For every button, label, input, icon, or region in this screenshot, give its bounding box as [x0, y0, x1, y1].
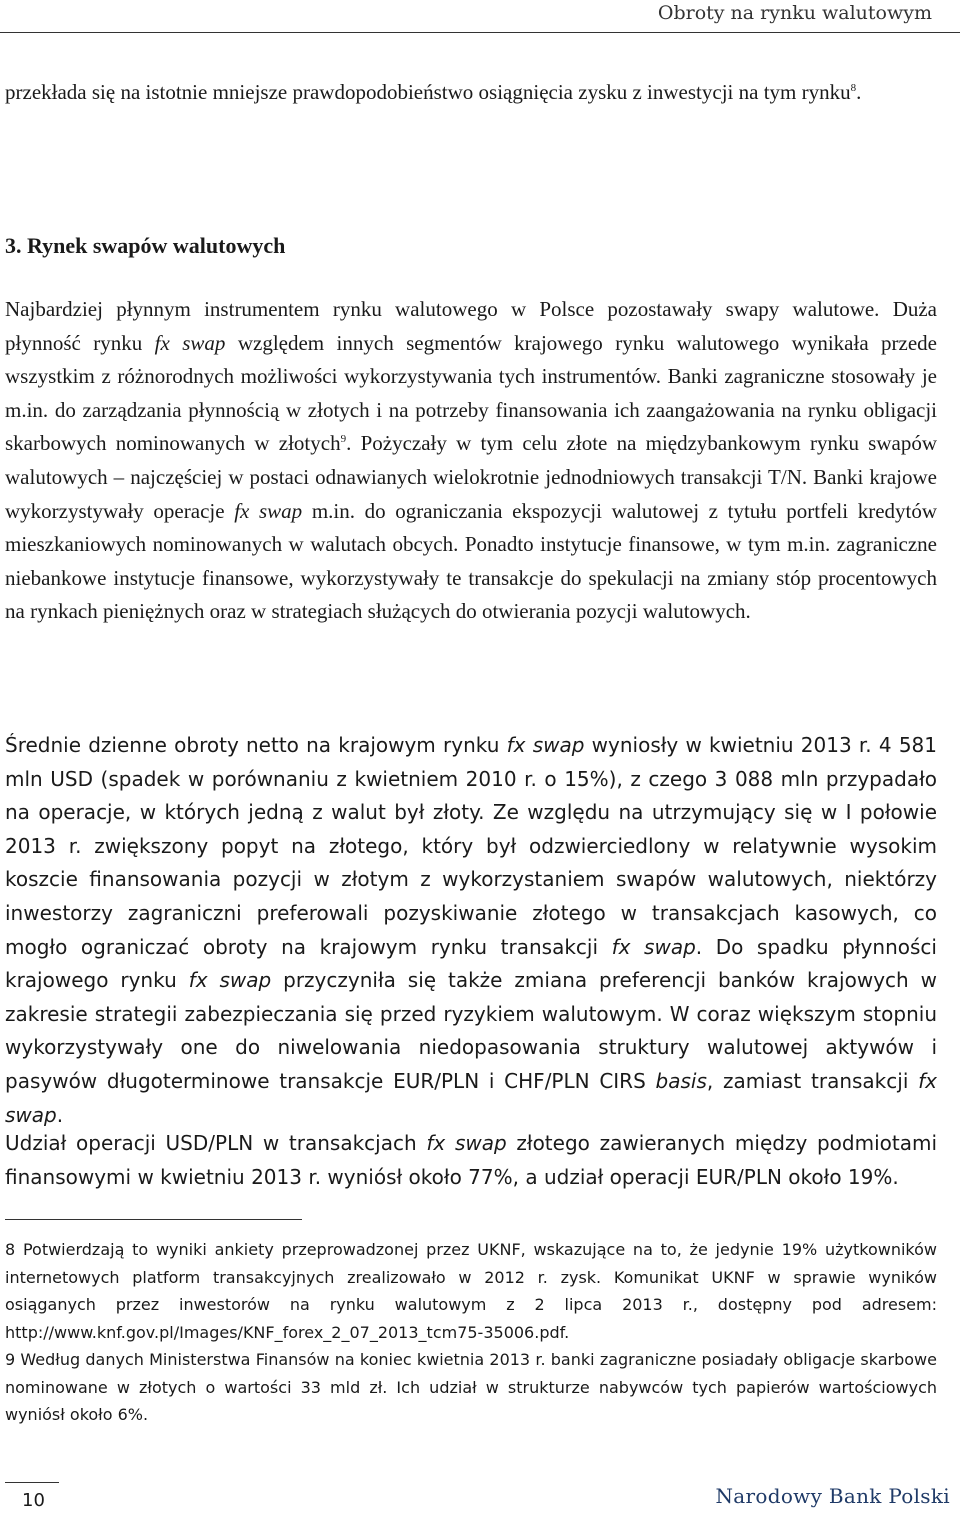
share-paragraph: [5, 1127, 937, 1194]
page-number-rule: [5, 1482, 59, 1483]
daily-text-2: wyniosły w kwietniu 2013 r. 4 581 mln USD (spadek w porównaniu z kwietniem 2010 r. o 15%), z czego 3 088 mln przypadało na operacje, w których jedną z walut był złoty. Ze względu na utrzymujący się w I połowie 2013 r. zwiększony popyt na złotego, który był odzwierciedlony w relatywnie wysokim koszcie finansowania pozycji w złotym z wykorzystaniem swapów walutowych, niektórzy inwestorzy zagraniczni preferowali pozyskiwanie złotego w transakcjach kasowych, co mogło ograniczać obroty na krajowym rynku transakcji: [5, 733, 937, 959]
page-number: 10: [22, 1490, 45, 1511]
footnote-8: [5, 1236, 937, 1346]
footnote-marker: 8: [5, 1240, 16, 1259]
fx-swap-term: fx swap: [154, 330, 226, 355]
fx-swap-term: fx swap: [506, 733, 585, 757]
footnote-text: Potwierdzają to wyniki ankiety przeprowadzonej przez UKNF, wskazujące na to, że jedynie 19% użytkowników internetowych platform transakcyjnych zrealizowało w 2012 r. zysk. Komunikat UKNF w sprawie wyników osiąganych przez inwestorów na rynku walutowym z 2 lipca 2013 r., dostępny pod adresem: http://www.knf.gov.pl/Images/KNF_forex_2_07_2013_tcm75-35006.pdf.: [5, 1240, 937, 1342]
swap-text-1: Duża płynność rynku: [5, 297, 937, 355]
daily-text-3: . Do spadku płynności krajowego rynku: [5, 934, 937, 993]
swap-text-3: . Pożyczały w tym celu złote na międzybankowym rynku swapów walutowych – najczęściej w postaci odnawianych wielokrotnie jednodniowych transakcji T/N. Banki krajowe wykorzystywały operacje: [5, 431, 937, 523]
fx-swap-term: fx swap: [5, 1068, 937, 1127]
share-text-2: złotego zawieranych między podmiotami finansowymi w kwietniu 2013 r. wyniósł około 77%, a udział operacji EUR/PLN około 19%.: [5, 1131, 938, 1189]
share-text-1: Udział operacji USD/PLN w transakcjach: [5, 1131, 417, 1155]
running-title: Obroty na rynku walutowym: [657, 2, 932, 24]
daily-text-4: przyczyniła się także zmiana preferencji banków krajowych w zakresie strategii zabezpieczania się przed ryzykiem walutowym. W coraz większym stopniu wykorzystywały one do niwelowania niedopasowania struktury walutowej aktywów i pasywów długoterminowe transakcje EUR/PLN i CHF/PLN CIRS: [5, 968, 937, 1093]
fx-swap-term: fx swap: [611, 934, 696, 959]
footnote-9: [5, 1346, 937, 1429]
daily-text-5: , zamiast transakcji: [706, 1068, 909, 1093]
section-heading: 3. Rynek swapów walutowych: [5, 233, 286, 258]
swap-lead: Najbardziej płynnym instrumentem rynku walutowego w Polsce pozostawały swapy walutowe.: [5, 297, 880, 321]
swap-paragraph: [5, 293, 937, 629]
footnote-ref-9[interactable]: 9: [340, 433, 347, 446]
footnote-separator: [5, 1219, 302, 1220]
swap-text-4: m.in. do ograniczania ekspozycji walutowej z tytułu portfeli kredytów mieszkaniowych nominowanych w walutach obcych. Ponadto instytucje finansowe, w tym m.in. zagraniczne niebankowe instytucje finansowe, wykorzystywały te transakcje do spekulacji na zmiany stóp procentowych na rynkach pieniężnych oraz w strategiach służących do otwierania pozycji walutowych.: [5, 498, 938, 624]
footnote-marker: 9: [5, 1350, 16, 1369]
fx-swap-term: fx swap: [426, 1131, 507, 1155]
intro-end: .: [856, 80, 862, 104]
footnotes: [5, 1236, 937, 1429]
fx-swap-term: fx swap: [188, 968, 272, 993]
swap-text-2: względem innych segmentów krajowego rynku walutowego wynikała przede wszystkim z różnorodnych możliwości wykorzystywania tych instrumentów. Banki zagraniczne stosowały je m.in. do zarządzania płynnością w złotych i na potrzeby finansowania ich zaangażowania na rynku obligacji skarbowych nominowanych w złotych: [5, 330, 938, 456]
daily-end: .: [56, 1102, 64, 1127]
intro-text: przekłada się na istotnie mniejsze prawdopodobieństwo osiągnięcia zysku z inwestycji na tym rynku: [5, 80, 851, 104]
footnote-ref-8[interactable]: 8: [850, 82, 857, 94]
daily-text-1: Średnie dzienne obroty netto na krajowym rynku: [5, 733, 500, 757]
publisher-name: Narodowy Bank Polski: [715, 1484, 950, 1508]
footnote-text: Według danych Ministerstwa Finansów na koniec kwietnia 2013 r. banki zagraniczne posiadały obligacje skarbowe nominowane w złotych o wartości 33 mld zł. Ich udział w strukturze nabywców tych papierów wartościowych wyniósł około 6%.: [5, 1350, 937, 1424]
fx-swap-term: fx swap: [234, 498, 303, 523]
running-header: [0, 0, 960, 33]
basis-term: basis: [655, 1068, 707, 1093]
daily-turnover-paragraph: [5, 729, 937, 1132]
intro-paragraph: [5, 76, 937, 110]
